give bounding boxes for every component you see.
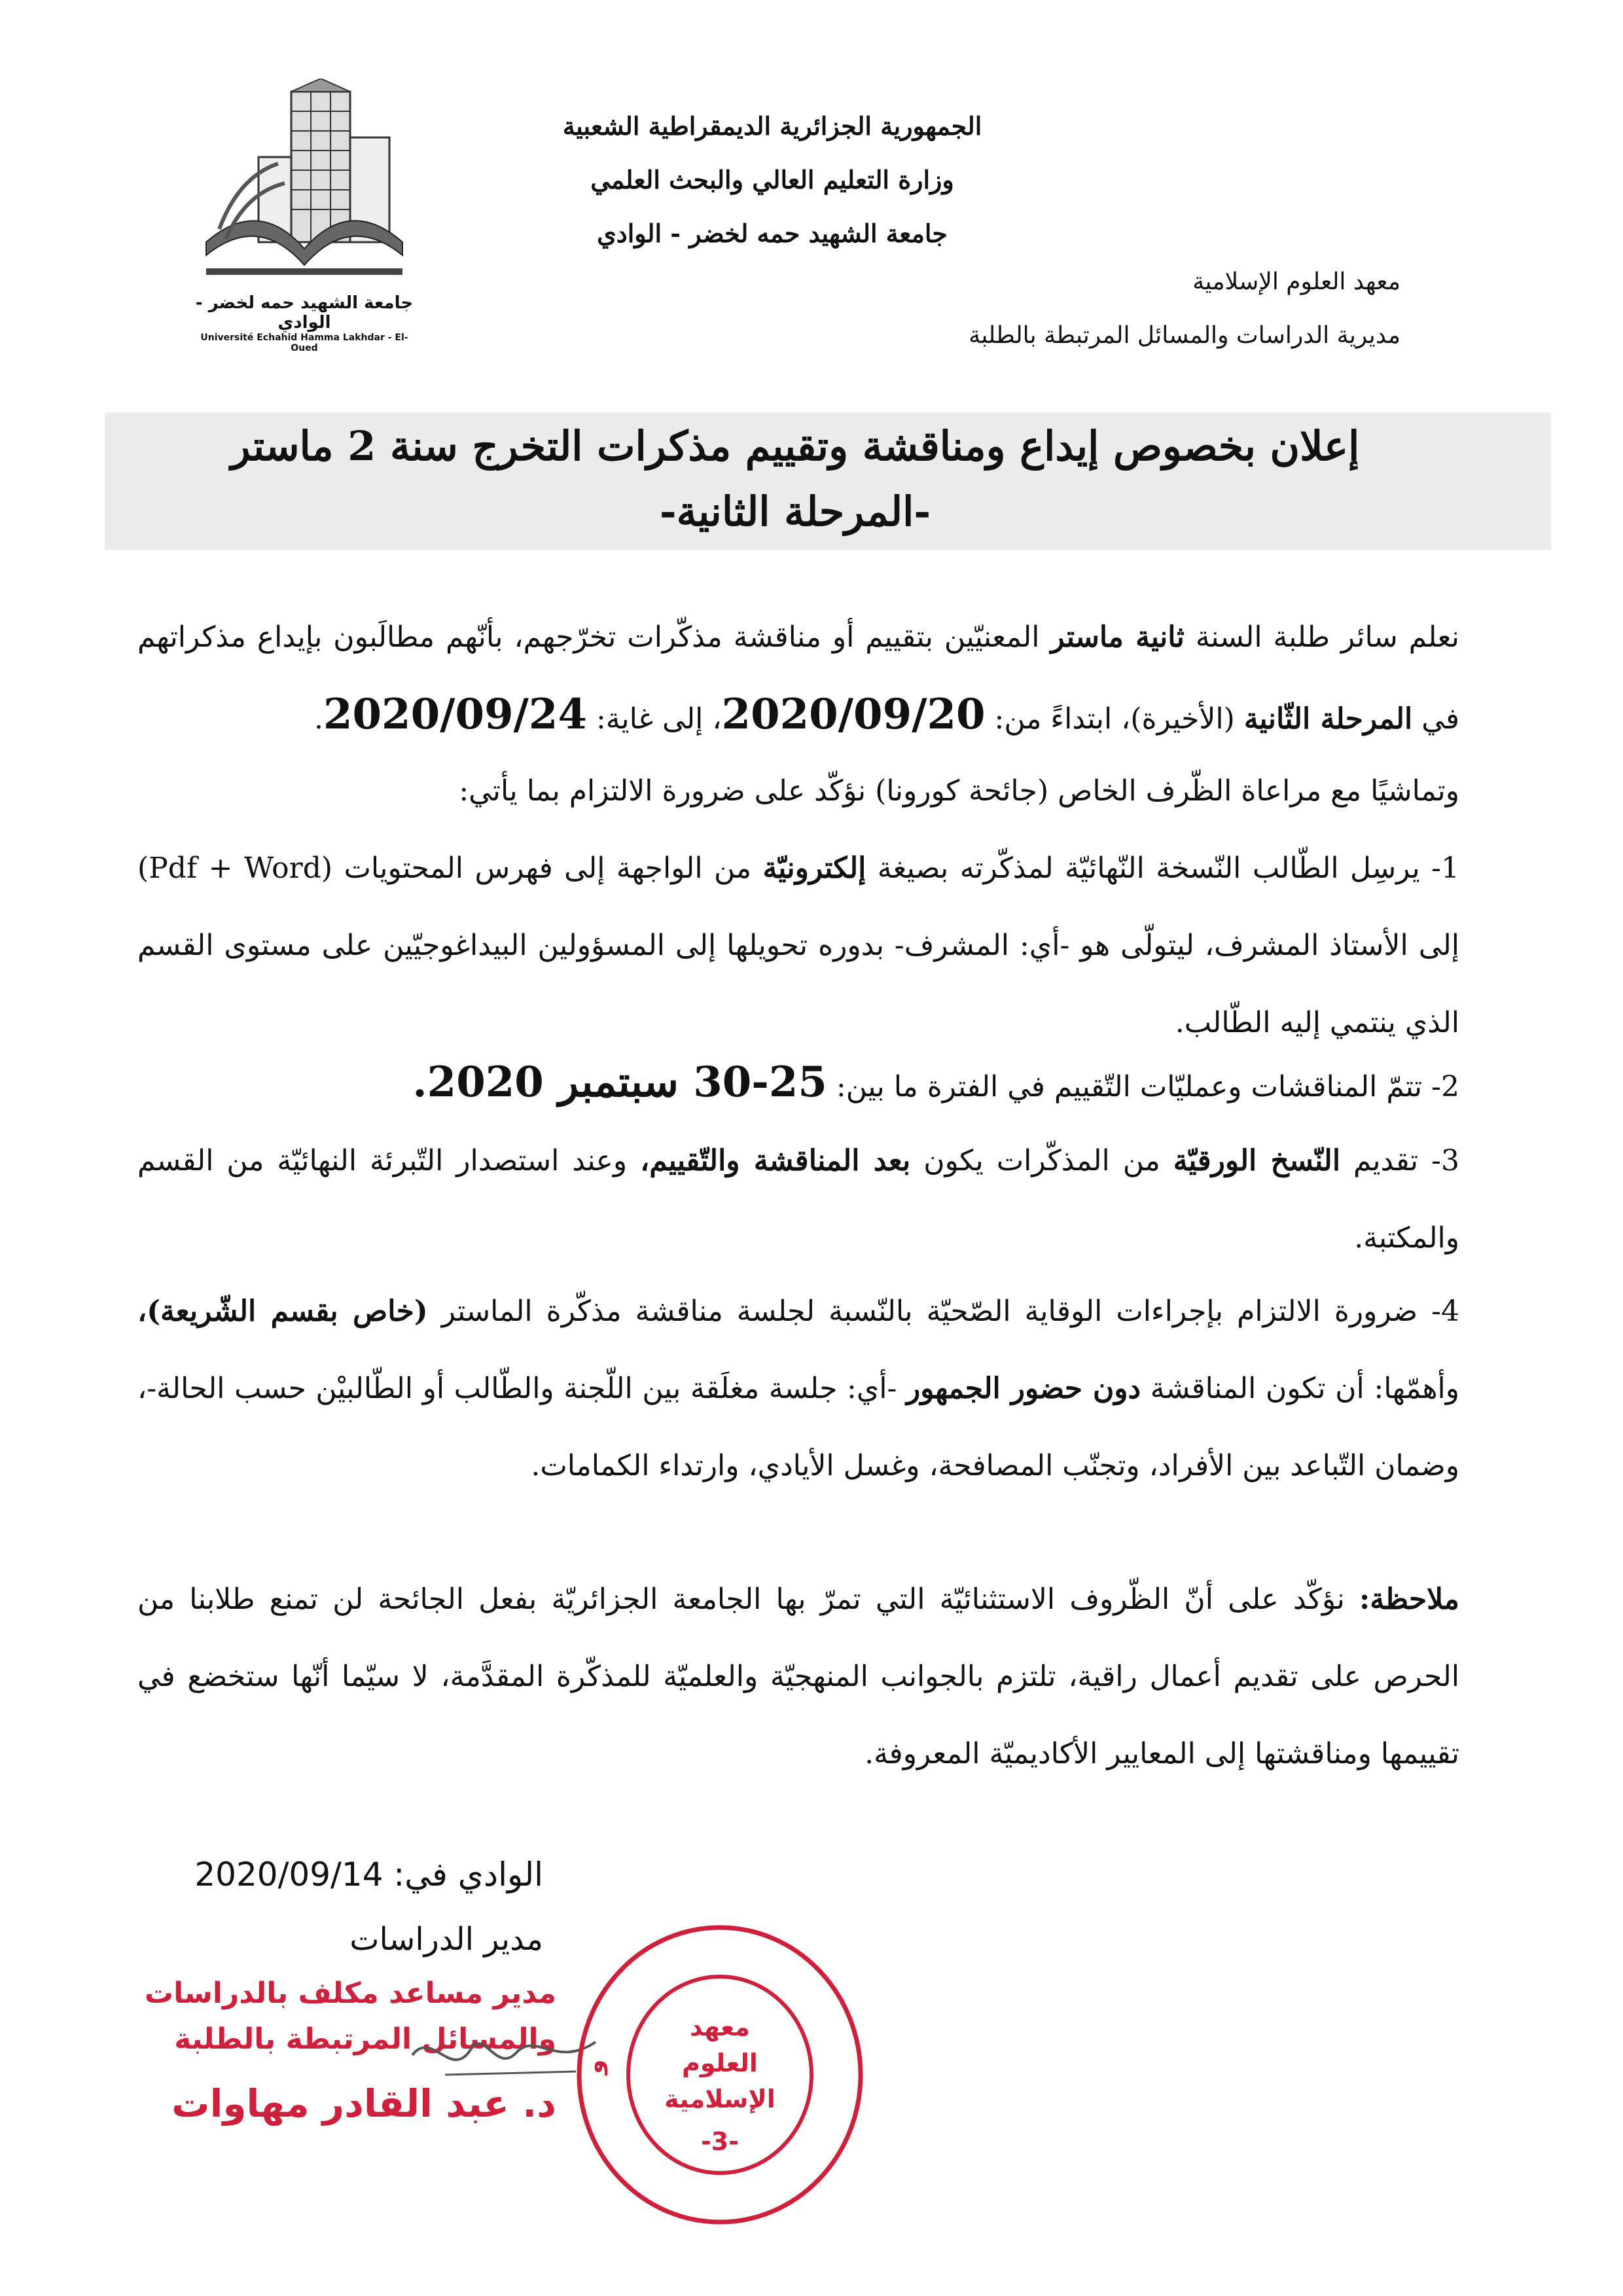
announcement-title-line1: إعلان بخصوص إيداع ومناقشة وتقييم مذكرات التخرج سنة 2 ماستر (230, 422, 1360, 470)
logo-latin-name: Université Echahid Hamma Lakhdar - El-Oued (200, 332, 408, 353)
seal-center-line3: الإسلامية (664, 2085, 776, 2113)
place-date: الوادي في: 2020/09/14 (194, 1856, 543, 1893)
institute-name: معهد العلوم الإسلامية (1192, 268, 1400, 295)
svg-text:وزارة التعليم العالي والبحث ال: و (580, 2058, 609, 2075)
date-to: 2020/09/24 (323, 690, 587, 739)
signature-role: مدير الدراسات (349, 1921, 543, 1958)
seal-center-line2: العلوم (682, 2049, 758, 2077)
university-logo (193, 79, 416, 353)
signature-date: 2020/09/14 (194, 1856, 383, 1893)
point-1: 1- يرسِل الطّالب النّسخة النّهائيّة لمذكّرته بصيغة إلكترونيّة من الواجهة إلى فهرس المحتويات (Pdf + Word) إلى الأستاذ المشرف، ليتولّى هو -أي: المشرف- بدوره تحويلها إلى المسؤولين البيداغوجيّين على مستوى القسم الذي ينتمي إليه الطّالب. (137, 852, 1459, 1039)
institute-directorate: مديرية الدراسات والمسائل المرتبطة بالطلبة (969, 322, 1400, 349)
point-2: 2- تتمّ المناقشات وعمليّات التّقييم في الفترة ما بين: 25-30 سبتمبر 2020. (412, 1058, 1459, 1107)
date-from: 2020/09/20 (721, 690, 986, 739)
seal-center-line1: معهد (689, 2013, 750, 2041)
note-label: ملاحظة: (1359, 1583, 1459, 1616)
point-4: 4- ضرورة الالتزام بإجراءات الوقاية الصّحيّة بالنّسبة لجلسة مناقشة مذكّرة الماستر (خاص بقسم الشّريعة)، وأهمّها: أن تكون المناقشة دون حضور الجمهور -أي: جلسة مغلَقة بين اللّجنة والطّالب أو الطّالبيْن حسب الحالة-، وضمان التّباعد بين الأفراد، وتجنّب المصافحة، وغسل الأيادي، وارتداء الكمامات. (137, 1295, 1460, 1482)
logo-building-icon (193, 79, 416, 288)
intro-paragraph: نعلم سائر طلبة السنة ثانية ماستر المعنيّين بتقييم أو مناقشة مذكّرات تخرّجهم، بأنّهم مطالَبون بإيداع مذكراتهم في المرحلة الثّانية (الأخيرة)، ابتداءً من: 2020/09/20، إلى غاية: 2020/09/24. (137, 620, 1459, 739)
intro-level: ثانية ماستر (1050, 620, 1185, 654)
note-paragraph: ملاحظة: نؤكّد على أنّ الظّروف الاستثنائيّة التي تمرّ بها الجامعة الجزائريّة بفعل الجائحة لن تمنع طلابنا من الحرص على تقديم أعمال راقية، تلتزم بالجوانب المنهجيّة والعلميّة للمذكّرة المقدَّمة، لا سيّما أنّها ستخضع في تقييمها ومناقشتها إلى المعايير الأكاديميّة المعروفة. (137, 1583, 1459, 1770)
header-ministry: وزارة التعليم العالي والبحث العلمي (590, 165, 954, 194)
official-seal (569, 1918, 870, 2232)
stamp-name: د. عبد القادر مهاوات (171, 2081, 556, 2126)
evaluation-period: 25-30 سبتمبر 2020. (412, 1058, 827, 1107)
corona-line: وتماشيًا مع مراعاة الظّرف الخاص (جائحة كورونا) نؤكّد على ضرورة الالتزام بما يأتي: (459, 774, 1459, 808)
header-university: جامعة الشهيد حمه لخضر - الوادي (597, 219, 948, 248)
stamp-text-line1: مدير مساعد مكلف بالدراسات (144, 1977, 556, 2010)
announcement-title-line2: -المرحلة الثانية- (659, 488, 931, 535)
logo-arabic-name: جامعة الشهيد حمه لخضر - الوادي (195, 293, 414, 332)
intro-stage: المرحلة الثّانية (1243, 702, 1413, 736)
seal-number: -3- (701, 2127, 739, 2156)
point-3: 3- تقديم النّسخ الورقيّة من المذكّرات يكون بعد المناقشة والتّقييم، وعند استصدار التّبرئة النهائيّة من القسم والمكتبة. (137, 1144, 1459, 1255)
stamp-text-line2: والمسائل المرتبطة بالطلبة (174, 2022, 556, 2056)
header-republic: الجمهورية الجزائرية الديمقراطية الشعبية (562, 111, 982, 141)
